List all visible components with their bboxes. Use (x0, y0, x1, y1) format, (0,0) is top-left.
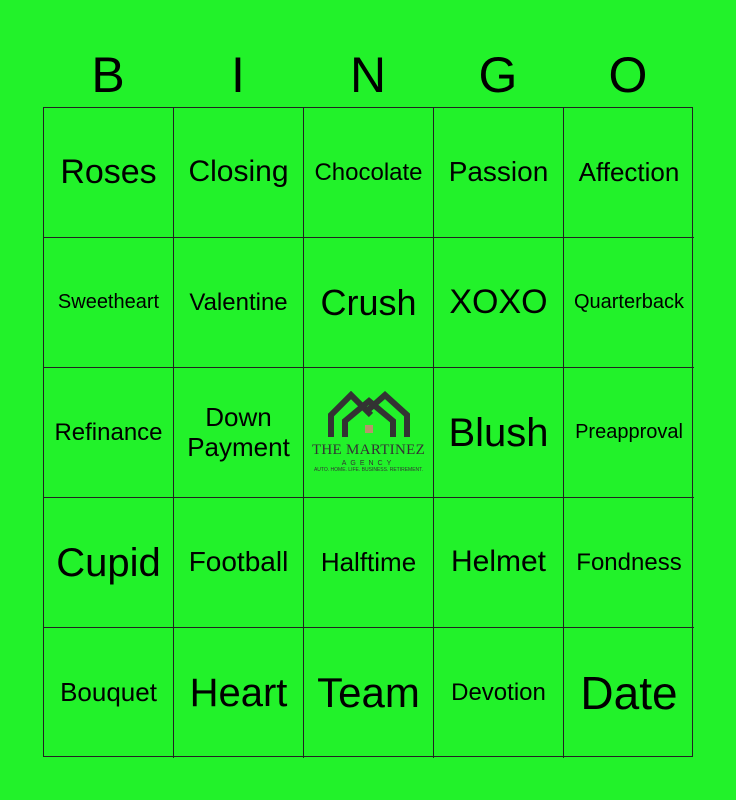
bingo-cell[interactable]: Roses (44, 108, 174, 238)
bingo-cell[interactable]: Sweetheart (44, 238, 174, 368)
bingo-cell[interactable]: Football (174, 498, 304, 628)
logo-name: THE MARTINEZ (311, 442, 426, 459)
bingo-cell[interactable]: Refinance (44, 368, 174, 498)
header-letter-o: O (608, 47, 648, 103)
bingo-cell[interactable]: Date (580, 666, 678, 719)
bingo-cell[interactable]: Halftime (304, 498, 434, 628)
header-letter-n: N (349, 47, 387, 103)
house-roof-icon (327, 391, 411, 441)
bingo-cell[interactable]: Blush (434, 368, 564, 498)
bingo-card (43, 107, 693, 757)
bingo-cell[interactable]: Affection (564, 108, 694, 238)
bingo-cell[interactable]: Bouquet (44, 628, 174, 758)
logo-tagline: AUTO. HOME. LIFE. BUSINESS. RETIREMENT. (313, 466, 424, 473)
bingo-cell[interactable]: Down Payment (174, 368, 304, 498)
bingo-cell[interactable]: Helmet (434, 498, 564, 628)
bingo-cell[interactable]: Preapproval (564, 368, 694, 498)
bingo-cell[interactable]: Heart (174, 628, 304, 758)
header-letter-i: I (231, 47, 245, 103)
logo-subtitle: AGENCY (341, 459, 396, 467)
bingo-cell[interactable]: Fondness (564, 498, 694, 628)
bingo-cell[interactable]: Team (304, 628, 434, 758)
header-letter-g: G (478, 47, 518, 103)
bingo-header (43, 44, 693, 106)
bingo-cell[interactable]: Crush (304, 238, 434, 368)
header-letter-b: B (91, 47, 125, 103)
bingo-cell[interactable]: Passion (434, 108, 564, 238)
bingo-cell[interactable]: Cupid (44, 498, 174, 628)
bingo-cell[interactable]: Quarterback (564, 238, 694, 368)
bingo-cell[interactable]: Chocolate (304, 108, 434, 238)
free-space-logo[interactable] (304, 368, 434, 498)
bingo-cell[interactable]: XOXO (434, 238, 564, 368)
bingo-cell[interactable]: Devotion (434, 628, 564, 758)
bingo-cell[interactable]: Closing (174, 108, 304, 238)
bingo-cell[interactable]: Valentine (174, 238, 304, 368)
